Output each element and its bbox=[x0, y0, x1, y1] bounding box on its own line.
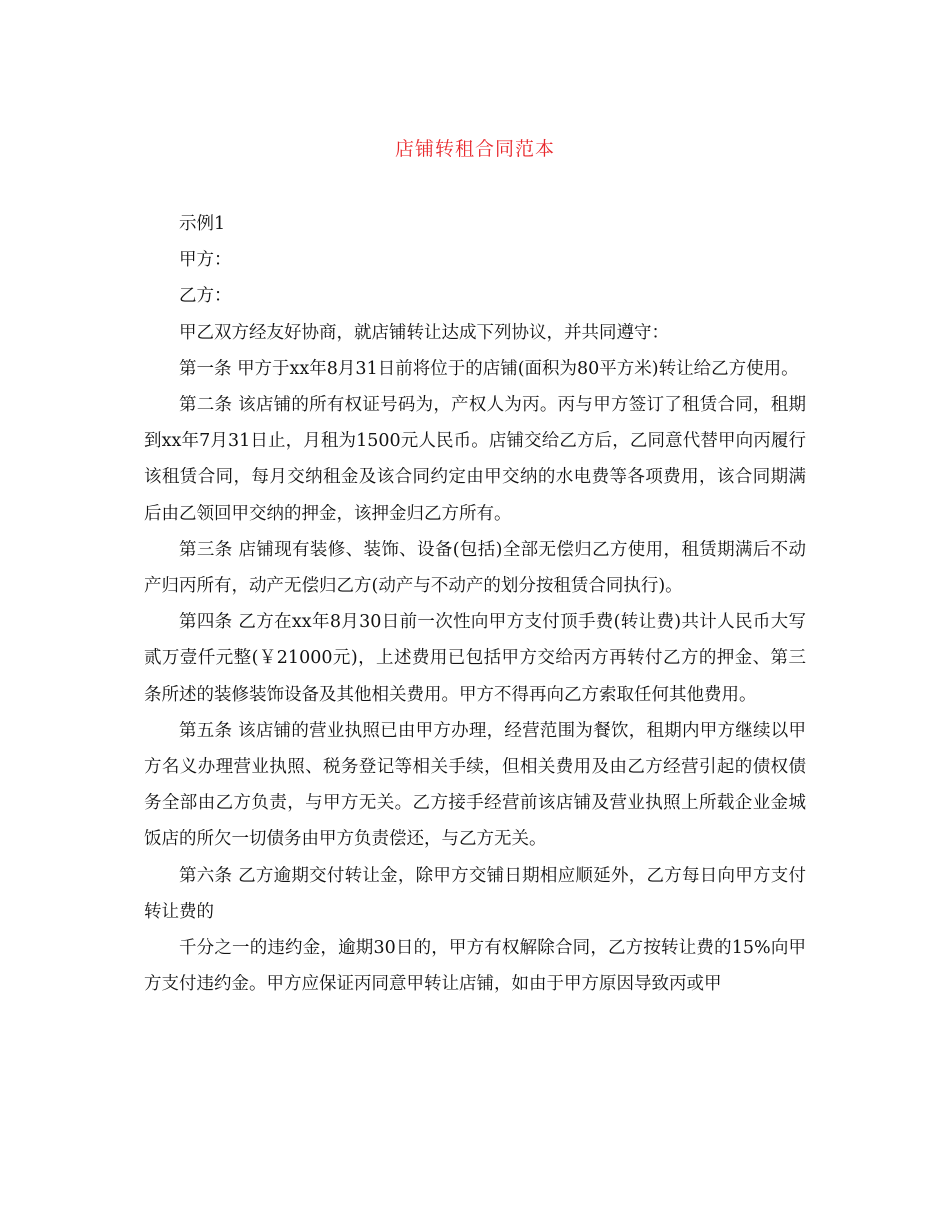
document-body bbox=[144, 206, 806, 1002]
paragraph-article-5: 第五条 该店铺的营业执照已由甲方办理，经营范围为餐饮，租期内甲方继续以甲方名义办理营业执照、税务登记等相关手续，但相关费用及由乙方经营引起的债权债务全部由乙方负责，与甲方无关。乙方接手经营前该店铺及营业执照上所载企业金城饭店的所欠一切债务由甲方负责偿还，与乙方无关。 bbox=[144, 720, 806, 850]
paragraph-party-a: 甲方： bbox=[179, 250, 232, 271]
paragraph-article-1: 第一条 甲方于xx年8月31日前将位于的店铺(面积为80平方米)转让给乙方使用。 bbox=[179, 358, 799, 379]
paragraph-article-3: 第三条 店铺现有装修、装饰、设备(包括)全部无偿归乙方使用，租赁期满后不动产归丙所有，动产无偿归乙方(动产与不动产的划分按租赁合同执行)。 bbox=[144, 539, 806, 597]
paragraph-article-6-continued: 千分之一的违约金，逾期30日的，甲方有权解除合同，乙方按转让费的15%向甲方支付违约金。甲方应保证丙同意甲转让店铺，如由于甲方原因导致丙或甲 bbox=[144, 938, 806, 995]
paragraph-party-b: 乙方： bbox=[179, 286, 232, 307]
document-title: 店铺转租合同范本 bbox=[394, 138, 555, 160]
paragraph-preamble: 甲乙双方经友好协商，就店铺转让达成下列协议，并共同遵守： bbox=[179, 322, 669, 343]
paragraph-article-2: 第二条 该店铺的所有权证号码为，产权人为丙。丙与甲方签订了租赁合同，租期到xx年7月31日止，月租为1500元人民币。店铺交给乙方后，乙同意代替甲向丙履行该租赁合同，每月交纳租金及该合同约定由甲交纳的水电费等各项费用，该合同期满后由乙领回甲交纳的押金，该押金归乙方所有。 bbox=[144, 395, 806, 524]
paragraph-article-4: 第四条 乙方在xx年8月30日前一次性向甲方支付顶手费(转让费)共计人民币大写贰万壹仟元整(￥21000元)，上述费用已包括甲方交给丙方再转付乙方的押金、第三条所述的装修装饰设备及其他相关费用。甲方不得再向乙方索取任何其他费用。 bbox=[144, 612, 806, 705]
paragraph-article-6: 第六条 乙方逾期交付转让金，除甲方交铺日期相应顺延外，乙方每日向甲方支付转让费的 bbox=[144, 865, 806, 922]
paragraph-example-label: 示例1 bbox=[179, 214, 226, 234]
